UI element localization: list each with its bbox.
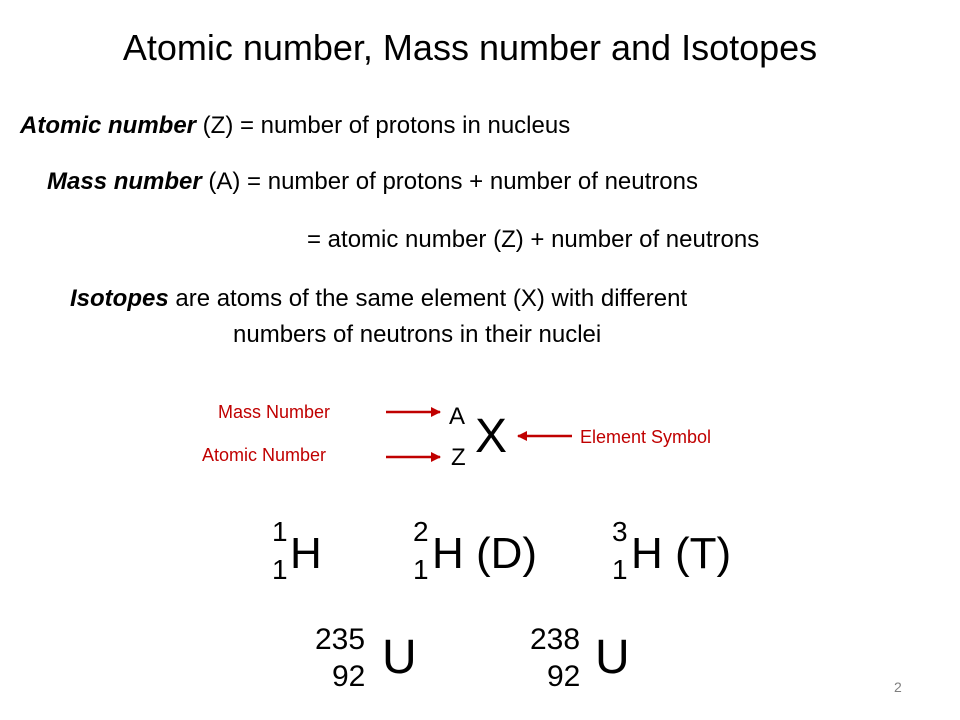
atomic-number-term: Atomic number (20, 112, 197, 139)
hydrogen-2-atomic: 1 (413, 554, 429, 585)
page-number: 2 (894, 679, 902, 695)
uranium-238-atomic: 92 (547, 660, 581, 693)
mass-symbol: A (449, 403, 466, 430)
atomic-number-text: (Z) = number of protons in nucleus (196, 112, 571, 139)
mass-number-continuation: = atomic number (Z) + number of neutrons (307, 226, 760, 253)
uranium-235-symbol: U (382, 631, 417, 684)
element-symbol-label: Element Symbol (580, 427, 712, 447)
isotopes-definition-line2: numbers of neutrons in their nuclei (233, 321, 602, 348)
hydrogen-3-symbol: H (T) (631, 529, 732, 578)
mass-number-term: Mass number (47, 168, 202, 195)
atomic-number-label: Atomic Number (202, 445, 327, 465)
uranium-238-mass: 238 (530, 623, 581, 656)
hydrogen-2-symbol: H (D) (432, 529, 538, 578)
hydrogen-1-mass: 1 (272, 516, 288, 547)
hydrogen-2-mass: 2 (413, 516, 429, 547)
hydrogen-1-symbol: H (290, 529, 322, 578)
uranium-235-mass: 235 (315, 623, 366, 656)
atomic-symbol: Z (451, 444, 466, 471)
isotopes-text: are atoms of the same element (X) with different (168, 285, 688, 312)
hydrogen-3-mass: 3 (612, 516, 628, 547)
slide-title: Atomic number, Mass number and Isotopes (122, 27, 818, 68)
uranium-238-symbol: U (595, 631, 630, 684)
isotopes-term: Isotopes (70, 285, 169, 312)
hydrogen-1-atomic: 1 (272, 554, 288, 585)
hydrogen-3-atomic: 1 (612, 554, 628, 585)
element-symbol: X (475, 410, 508, 463)
uranium-235-atomic: 92 (332, 660, 366, 693)
mass-number-label: Mass Number (218, 402, 331, 422)
mass-number-text: (A) = number of protons + number of neutrons (201, 168, 698, 195)
